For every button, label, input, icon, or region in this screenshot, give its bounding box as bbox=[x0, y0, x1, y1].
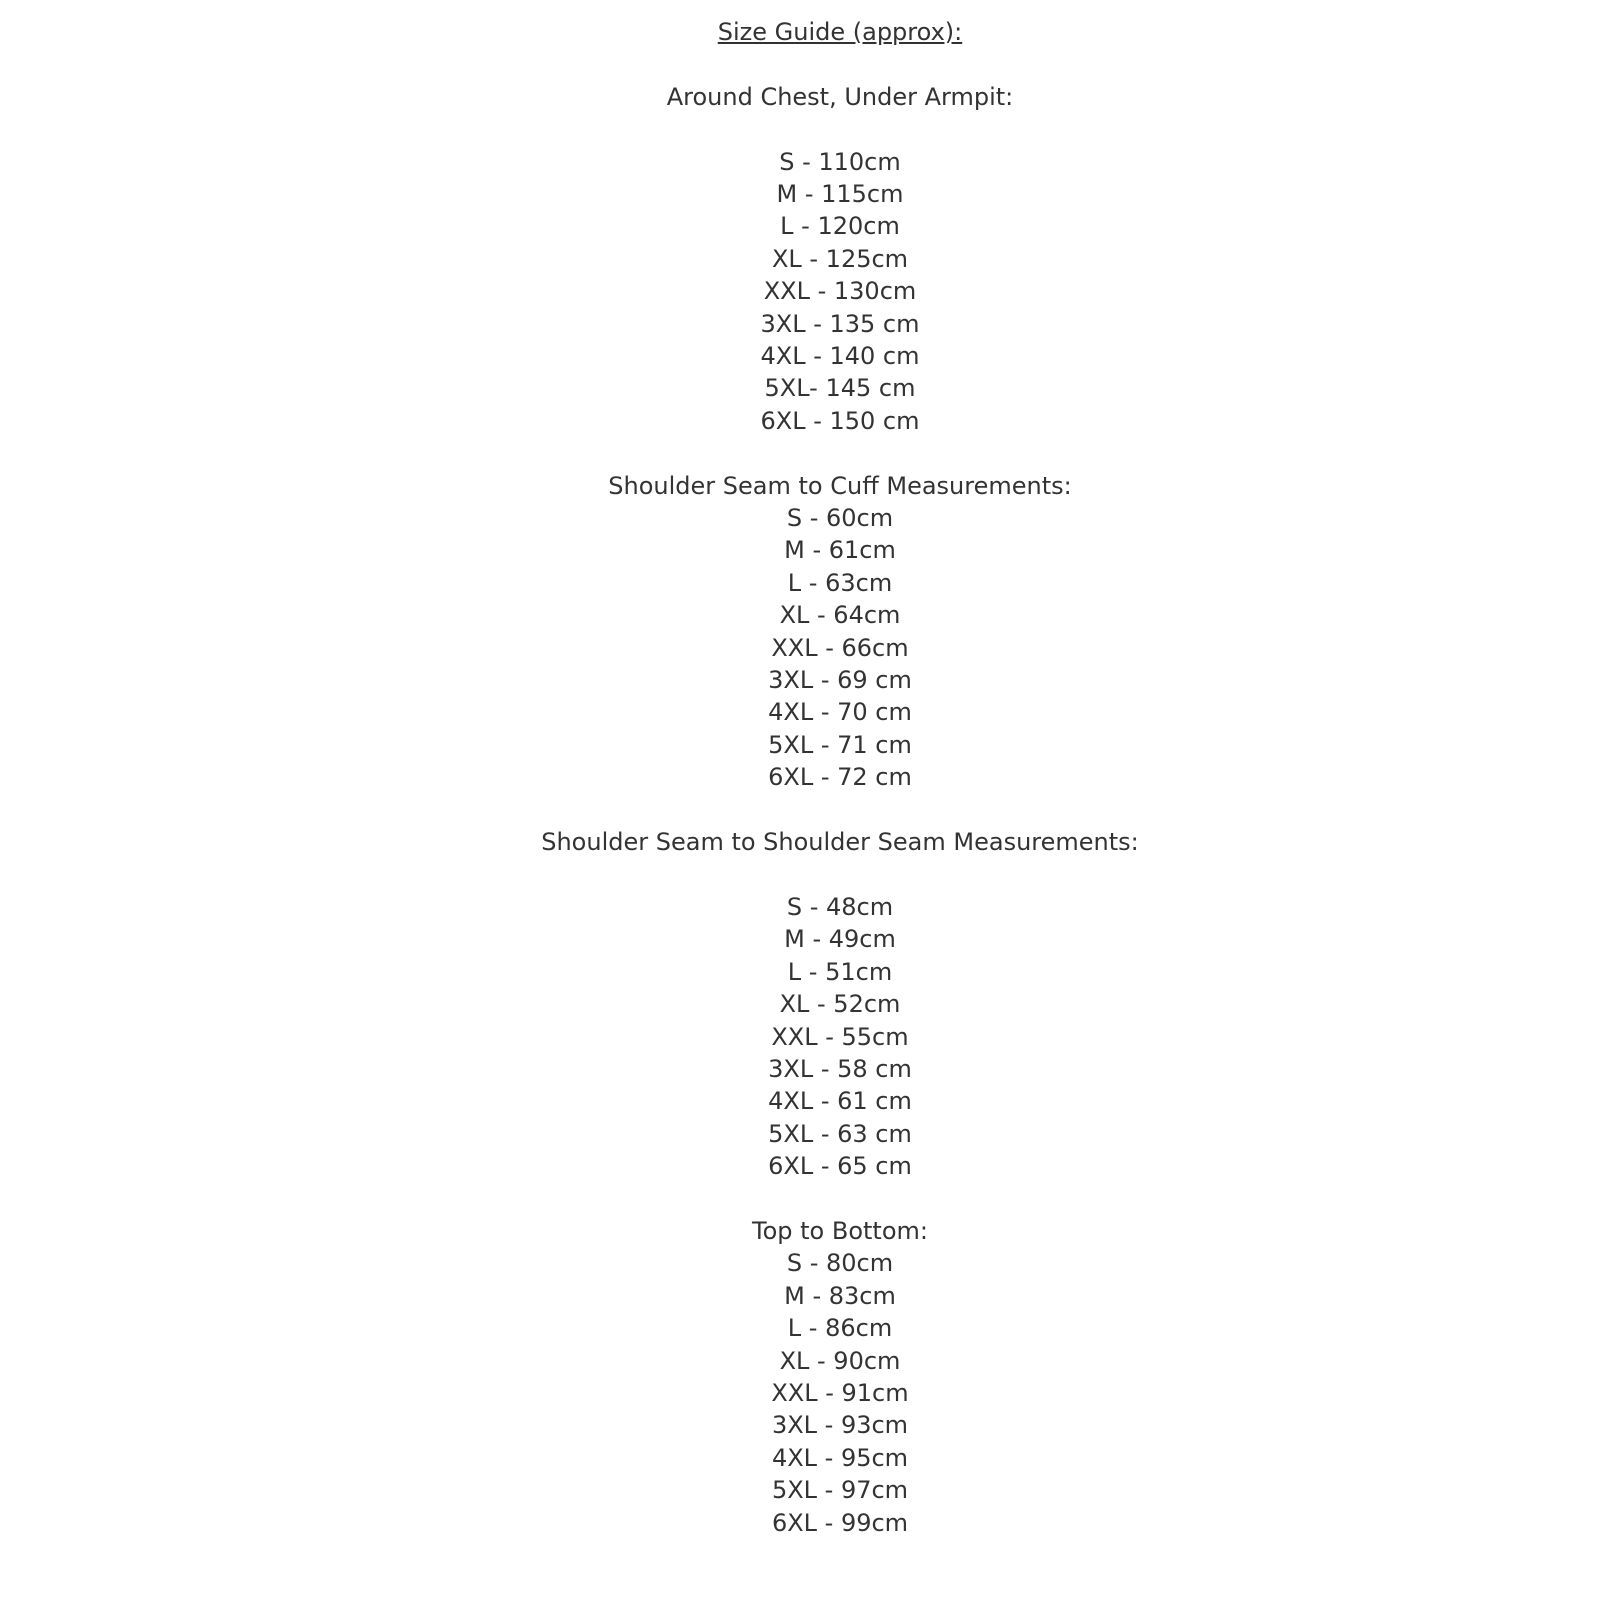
size-measurement-line: 5XL - 97cm bbox=[771, 1476, 909, 1505]
size-measurement-line: S - 80cm bbox=[786, 1249, 894, 1278]
size-measurement-line: 4XL - 70 cm bbox=[768, 698, 912, 727]
size-measurement-line: 6XL - 99cm bbox=[771, 1508, 909, 1537]
size-measurement-line: 6XL - 150 cm bbox=[760, 406, 920, 435]
size-measurement-line: 4XL - 95cm bbox=[771, 1443, 909, 1472]
section-shoulder-to-shoulder bbox=[80, 826, 1600, 1182]
size-measurement-line: M - 49cm bbox=[784, 925, 896, 954]
size-measurement-line: L - 63cm bbox=[787, 568, 893, 597]
size-measurement-line: M - 61cm bbox=[784, 536, 896, 565]
size-measurement-line: XL - 52cm bbox=[779, 990, 901, 1019]
size-measurement-line: L - 120cm bbox=[780, 212, 900, 241]
size-measurement-line: L - 51cm bbox=[787, 957, 893, 986]
size-measurement-line: XL - 90cm bbox=[779, 1346, 901, 1375]
size-measurement-line: 3XL - 93cm bbox=[771, 1411, 909, 1440]
section-around-chest bbox=[80, 81, 1600, 437]
size-measurement-line: 4XL - 140 cm bbox=[760, 342, 920, 371]
size-measurement-line: M - 115cm bbox=[776, 180, 904, 208]
size-measurement-line: 6XL - 72 cm bbox=[768, 763, 912, 792]
section-title-shoulder-to-cuff: Shoulder Seam to Cuff Measurements: bbox=[608, 471, 1072, 500]
size-measurement-line: 5XL - 71 cm bbox=[768, 730, 912, 759]
size-measurement-line: XL - 125cm bbox=[771, 244, 909, 273]
size-measurement-line: XXL - 91cm bbox=[771, 1378, 909, 1407]
section-shoulder-to-cuff bbox=[80, 470, 1600, 794]
section-title-around-chest: Around Chest, Under Armpit: bbox=[666, 82, 1014, 111]
page-title: Size Guide (approx): bbox=[717, 18, 963, 46]
size-measurement-line: 4XL - 61 cm bbox=[768, 1087, 912, 1116]
size-measurement-line: 3XL - 58 cm bbox=[768, 1054, 912, 1083]
size-measurement-line: 5XL - 63 cm bbox=[768, 1119, 912, 1148]
section-items bbox=[80, 891, 1600, 1183]
size-measurement-line: S - 48cm bbox=[786, 892, 894, 921]
size-measurement-line: 3XL - 69 cm bbox=[768, 666, 912, 695]
size-measurement-line: XXL - 55cm bbox=[771, 1022, 909, 1051]
size-measurement-line: 5XL- 145 cm bbox=[764, 374, 916, 403]
size-measurement-line: XL - 64cm bbox=[779, 601, 901, 630]
size-measurement-line: 6XL - 65 cm bbox=[768, 1152, 912, 1181]
size-measurement-line: L - 86cm bbox=[787, 1314, 893, 1343]
size-measurement-line: M - 83cm bbox=[784, 1281, 896, 1310]
section-items bbox=[80, 146, 1600, 438]
section-title-top-to-bottom: Top to Bottom: bbox=[752, 1216, 928, 1245]
section-items bbox=[80, 1247, 1600, 1539]
section-items bbox=[80, 502, 1600, 794]
section-top-to-bottom bbox=[80, 1215, 1600, 1539]
section-title-shoulder-to-shoulder: Shoulder Seam to Shoulder Seam Measurements: bbox=[541, 828, 1139, 857]
size-measurement-line: S - 60cm bbox=[786, 504, 894, 533]
size-measurement-line: 3XL - 135 cm bbox=[760, 309, 920, 338]
size-measurement-line: XXL - 66cm bbox=[771, 633, 909, 662]
size-measurement-line: S - 110cm bbox=[779, 147, 901, 176]
size-measurement-line: XXL - 130cm bbox=[763, 277, 917, 306]
